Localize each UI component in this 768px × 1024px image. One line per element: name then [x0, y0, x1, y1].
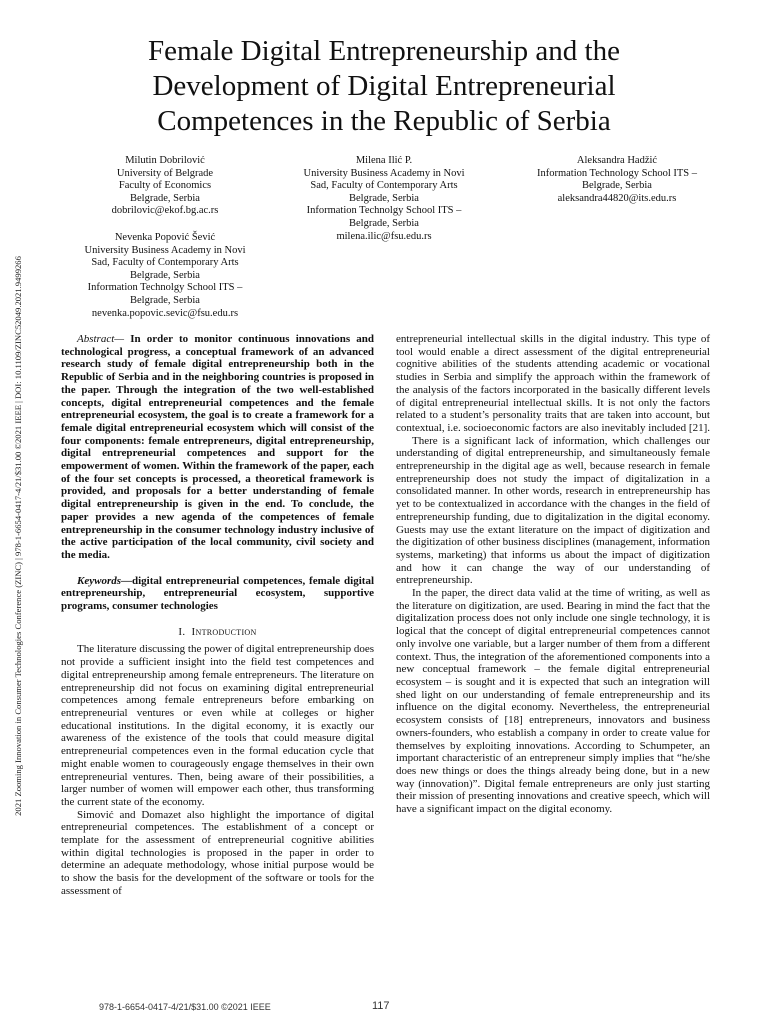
footer-isbn: 978-1-6654-0417-4/21/$31.00 ©2021 IEEE: [99, 1002, 271, 1012]
author-block-2: [279, 155, 489, 243]
author-affiliation-line: Belgrade, Serbia: [130, 192, 200, 204]
keywords-text: digital entrepreneurial competences, female digital entrepreneurship, entrepreneurial ecosystem, supportive programs, consumer technologies: [61, 574, 374, 613]
author-affiliation-line: Belgrade, Serbia: [582, 180, 652, 192]
keywords: [61, 575, 374, 613]
abstract-lead: Abstract—: [77, 333, 125, 345]
author-affiliation-line: Information Technolgy School ITS –: [306, 205, 462, 217]
author-name: Milena Ilić P.: [355, 155, 413, 166]
author-block-3: [512, 155, 722, 205]
left-column: [61, 333, 374, 898]
conference-doi-sidebar: 2021 Zooming Innovation in Consumer Technologies Conference (ZINC) | 978-1-6654-0417-4/21/$31.00 ©2021 IEEE | DOI: 10.1109/ZINC52049.2021.9499266: [13, 256, 23, 816]
author-email: milena.ilic@fsu.edu.rs: [336, 230, 432, 242]
author-email: dobrilovic@ekof.bg.ac.rs: [111, 205, 219, 217]
right-column: [396, 333, 710, 816]
page-number: 117: [372, 1000, 390, 1012]
author-name: Milutin Dobrilović: [125, 155, 205, 166]
author-email: nevenka.popovic.sevic@fsu.edu.rs: [91, 307, 239, 319]
section-heading-introduction: [61, 626, 374, 639]
author-name: Nevenka Popović Šević: [114, 232, 216, 243]
author-affiliation-line: Information Technolgy School ITS –: [87, 282, 243, 294]
author-affiliation-line: Belgrade, Serbia: [349, 217, 419, 229]
author-block-4: [60, 232, 270, 320]
body-paragraph: entrepreneurial intellectual skills in the digital industry. This type of tool would enable a direct assessment of the digital entrepreneurial cognitive abilities of the students attending academic or vocational studies in Serbia and simplify the approach within the framework of the analysis of the factors incorporated in the basically different levels of digital entrepreneurial intellectual skills. It is not only the factors related to a student’s personality traits that are taken into account, but contextual, i.e. socioeconomic factors are also inevitably included [21].: [396, 333, 710, 434]
author-affiliation-line: University of Belgrade: [116, 167, 214, 179]
author-affiliation-line: Belgrade, Serbia: [130, 294, 200, 306]
body-paragraph: In the paper, the direct data valid at the time of writing, as well as the literature on digitization, are used. Bearing in mind the fact that the digitalization process does not only include one single technology, it is logical that the concept of digital entrepreneurial competences cannot only involve one variable, but a larger number of them from a different context. Thus, the integration of the aforementioned components into a new conceptual framework – the female digital entrepreneurial ecosystem – is sought and it is expected that such an integration will shed light on our understanding of female entrepreneurship and its influence on the digital economy. Nevertheless, the entrepreneurial ecosystem consists of [18] entrepreneurs, innovators and business owners-founders, who establish a company in order to create value for themselves by exploiting innovations. According to Schumpeter, an important characteristic of an entrepreneur simply implies that “he/she does new things or does the things already being done, but in a new way (innovation)”. Digital female entrepreneurs are only just starting their mission of presenting innovations and creative speech, which will have a significant impact on the digital economy.: [396, 587, 710, 816]
section-title: Introduction: [191, 625, 257, 638]
keywords-lead: Keywords—: [77, 574, 132, 587]
author-name: Aleksandra Hadžić: [576, 155, 658, 166]
body-paragraph: There is a significant lack of information, which challenges our understanding of digital entrepreneurship, and simultaneously female entrepreneurship in the digital age as well, because research in female entrepreneurship does not study the impact of digitalization in a consolidated manner. In other words, research in entrepreneurship has yet to be contextualized in accordance with the changes in the field of entrepreneurship funding, due to digitalization in the digital economy. Guests may use the extant literature on the impact of digitization and the digitization of other business disciplines (management, information systems, marketing) that informs us about the impact of digitization and how it can change the way of our understanding of entrepreneurship.: [396, 434, 710, 587]
author-affiliation-line: Information Technology School ITS –: [536, 167, 698, 179]
author-affiliation-line: Belgrade, Serbia: [349, 192, 419, 204]
author-affiliation-line: Faculty of Economics: [118, 180, 212, 192]
author-affiliation-line: University Business Academy in Novi: [303, 167, 465, 179]
author-email: aleksandra44820@its.edu.rs: [557, 192, 677, 204]
author-affiliation-line: Sad, Faculty of Contemporary Arts: [91, 257, 239, 269]
author-affiliation-line: Belgrade, Serbia: [130, 269, 200, 281]
abstract: [61, 333, 374, 562]
section-number: I.: [178, 625, 186, 638]
author-affiliation-line: University Business Academy in Novi: [84, 244, 246, 256]
author-affiliation-line: Sad, Faculty of Contemporary Arts: [310, 180, 458, 192]
body-paragraph: Simović and Domazet also highlight the importance of digital entrepreneurial competences. The establishment of a concept or template for the assessment of entrepreneurial cognitive abilities within digital technologies is proposed in the paper in order to determine an adequate methodology, whose initial purpose would be to show the basis for the development of the software or tools for the assessment of: [61, 808, 374, 897]
body-paragraph: The literature discussing the power of digital entrepreneurship does not provide a sufficient insight into the field test competences and digital entrepreneurship among female entrepreneurs. The literature on entrepreneurship did not focus on examining digital entrepreneurial competences among female entrepreneurs before embarking on entrepreneurial ventures or even while at colleges or higher educational institutions. In the digital economy, it is exactly our awareness of the existence of the tools that could measure digital entrepreneurial competences even in the formal education cycle that might enable women to courageously engage themselves in their own entrepreneurial ventures. Then, being aware of their possibilities, a larger number of women will empower each other, thus transforming the current state of the economy.: [61, 643, 374, 808]
author-block-1: [60, 155, 270, 218]
paper-title: Female Digital Entrepreneurship and the Development of Digital Entrepreneurial Competences in the Republic of Serbia: [148, 35, 620, 137]
abstract-text: In order to monitor continuous innovations and technological progress, a conceptual framework of an advanced research study of female digital entrepreneurship both in the Republic of Serbia and in the neighboring countries is proposed in the paper. Through the integration of the two well-established concepts, digital entrepreneurial competences and the female entrepreneurial ecosystem, the goal is to create a framework for a female digital entrepreneurial ecosystem which will consist of the four components: female entrepreneurs, digital entrepreneurship, digital entrepreneurial competences and support for the empowerment of women. Within the framework of the paper, each of the four set concepts is processed, a theoretical framework is provided, and proposals for a better understanding of female digital entrepreneurship is given in the end. To conclude, the paper provides a new agenda of the competences of female entrepreneurship in the consumer technology industry inclusive of the active participation of the local community, civil society and the media.: [61, 333, 374, 561]
